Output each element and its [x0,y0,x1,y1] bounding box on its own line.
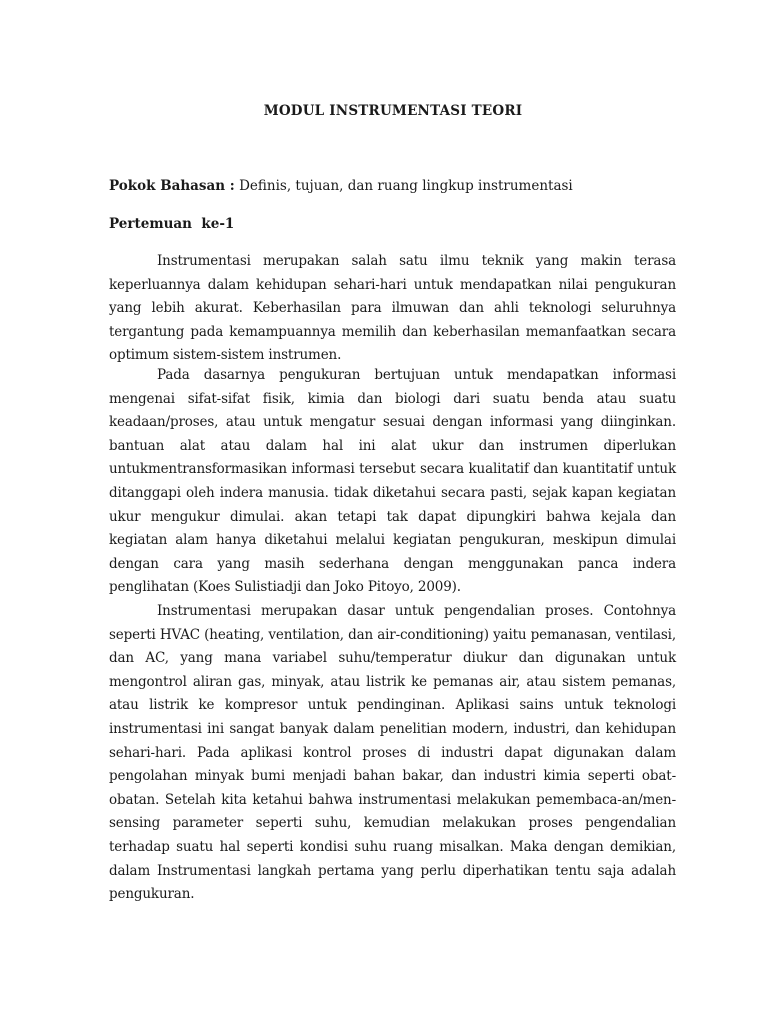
document-title: MODUL INSTRUMENTASI TEORI [263,103,523,119]
topic-line [109,178,573,194]
paragraph: Pada dasarnya pengukuran bertujuan untuk mendapatkan informasi mengenai sifat-sifat fisik, kimia dan biologi dari suatu benda atau suatu keadaan/proses, atau untuk mengatur sesuai dengan informasi yang diinginkan. bantuan alat atau dalam hal ini alat ukur dan instrumen diperlukan untukmentransformasikan informasi tersebut secara kualitatif dan kuantitatif untuk ditanggapi oleh indera manusia. tidak diketahui secara pasti, sejak kapan kegiatan ukur mengukur dimulai. akan tetapi tak dapat dipungkiri bahwa kejala dan kegiatan alam hanya diketahui melalui kegiatan pengukuran, meskipun dimulai dengan cara yang masih sederhana dengan menggunakan panca indera penglihatan (Koes Sulistiadji dan Joko Pitoyo, 2009). [109,367,676,596]
topic-text: Definis, tujuan, dan ruang lingkup instrumentasi [234,178,573,194]
paragraph: Instrumentasi merupakan salah satu ilmu teknik yang makin terasa keperluannya dalam kehidupan sehari-hari untuk mendapatkan nilai pengukuran yang lebih akurat. Keberhasilan para ilmuwan dan ahli teknologi seluruhnya tergantung pada kemampuannya memilih dan keberhasilan memanfaatkan secara optimum sistem-sistem instrumen. [109,253,676,364]
topic-label: Pokok Bahasan : [109,178,235,194]
paragraph: Instrumentasi merupakan dasar untuk pengendalian proses. Contohnya seperti HVAC (heating, ventilation, dan air-conditioning) yaitu pemanasan, ventilasi, dan AC, yang mana variabel suhu/temperatur diukur dan digunakan untuk mengontrol aliran gas, minyak, atau listrik ke pemanas air, atau sistem pemanas, atau listrik ke kompresor untuk pendinginan. Aplikasi sains untuk teknologi instrumentasi ini sangat banyak dalam penelitian modern, industri, dan kehidupan sehari-hari. Pada aplikasi kontrol proses di industri dapat digunakan dalam pengolahan minyak bumi menjadi bahan bakar, dan industri kimia seperti obat-obatan. Setelah kita ketahui bahwa instrumentasi melakukan pemembaca-an/men-sensing parameter seperti suhu, kemudian melakukan proses pengendalian terhadap suatu hal seperti kondisi suhu ruang misalkan. Maka dengan demikian, dalam Instrumentasi langkah pertama yang perlu diperhatikan tentu saja adalah pengukuran. [109,603,676,903]
meeting-heading: Pertemuan ke-1 [109,216,235,232]
